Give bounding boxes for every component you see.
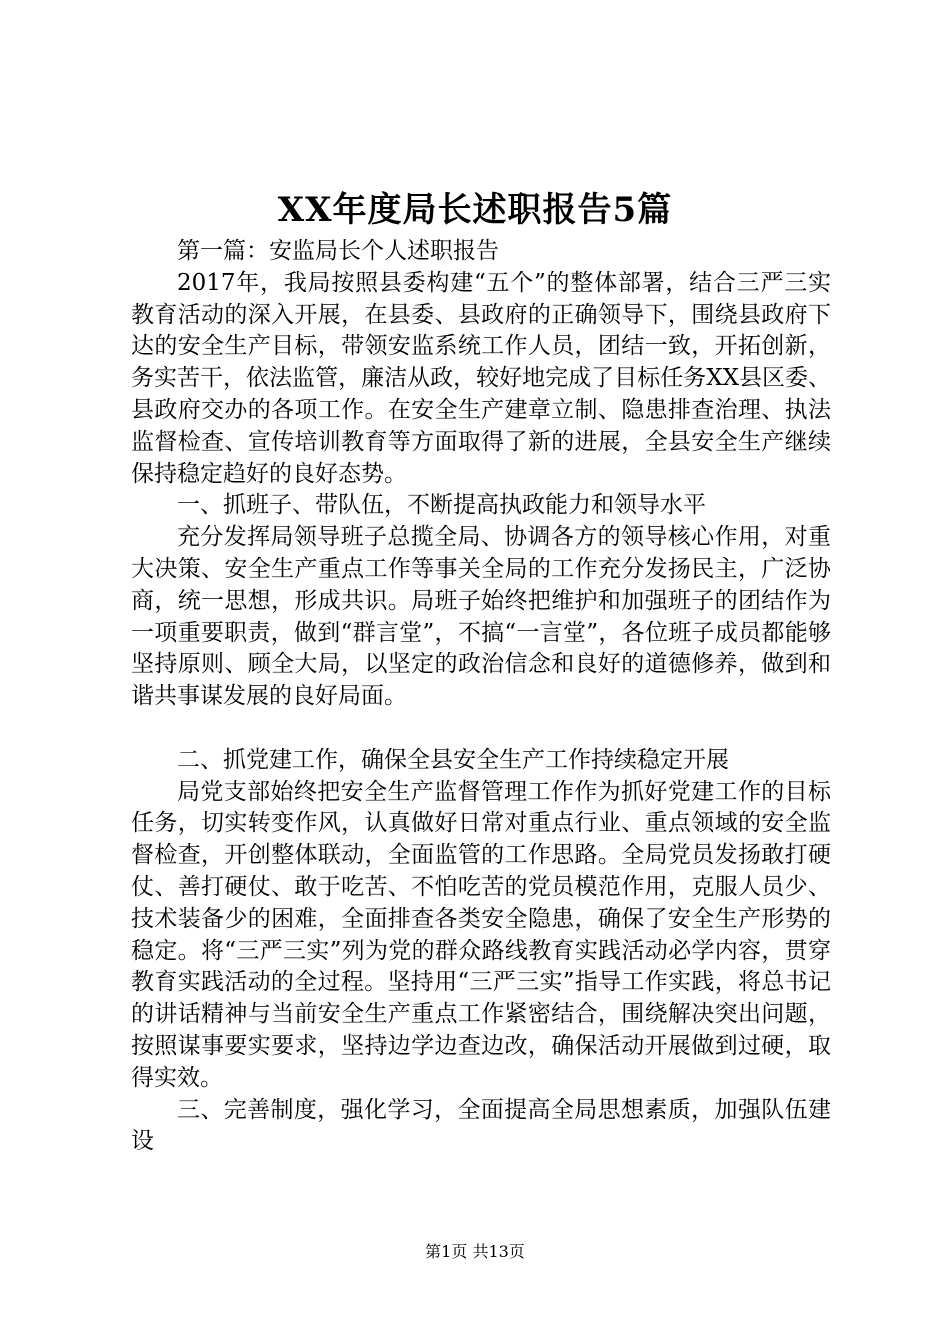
body-paragraph: 充分发挥局领导班子总揽全局、协调各方的领导核心作用，对重大决策、安全生产重点工作等事关全局的工作充分发扬民主，广泛协商，统一思想，形成共识。局班子始终把维护和加强班子的团结作为一项重要职责，做到“群言堂”，不搞“一言堂”，各位班子成员都能够坚持原则、顾全大局，以坚定的政治信念和良好的道德修养，做到和谐共事谋发展的良好局面。	[131, 524, 831, 710]
section-heading: 三、完善制度，强化学习，全面提高全局思想素质，加强队伍建设	[131, 1096, 831, 1155]
section-heading: 二、抓党建工作，确保全县安全生产工作持续稳定开展	[177, 746, 729, 773]
document-title: XX年度局长述职报告5篇	[277, 190, 673, 230]
section-heading: 第一篇：安监局长个人述职报告	[177, 238, 499, 264]
section-heading: 一、抓班子、带队伍，不断提高执政能力和领导水平	[177, 492, 706, 519]
document-body	[131, 236, 831, 1158]
page-footer: 第1页 共13页	[425, 1242, 525, 1261]
body-paragraph: 2017年，我局按照县委构建“五个”的整体部署，结合三严三实教育活动的深入开展，在县委、县政府的正确领导下，围绕县政府下达的安全生产目标，带领安监系统工作人员，团结一致，开拓创新，务实苦干，依法监管，廉洁从政，较好地完成了目标任务XX县区委、县政府交办的各项工作。在安全生产建章立制、隐患排查治理、执法监督检查、宣传培训教育等方面取得了新的进展，全县安全生产继续保持稳定趋好的良好态势。	[131, 269, 831, 487]
body-paragraph: 局党支部始终把安全生产监督管理工作作为抓好党建工作的目标任务，切实转变作风，认真做好日常对重点行业、重点领域的安全监督检查，开创整体联动，全面监管的工作思路。全局党员发扬敢打硬仗、善打硬仗、敢于吃苦、不怕吃苦的党员模范作用，克服人员少、技术装备少的困难，全面排查各类安全隐患，确保了安全生产形势的稳定。将“三严三实”列为党的群众路线教育实践活动必学内容，贯穿教育实践活动的全过程。坚持用“三严三实”指导工作实践，将总书记的讲话精神与当前安全生产重点工作紧密结合，围绕解决突出问题，按照谋事要实要求，坚持边学边查边改，确保活动开展做到过硬，取得实效。	[131, 778, 831, 1091]
